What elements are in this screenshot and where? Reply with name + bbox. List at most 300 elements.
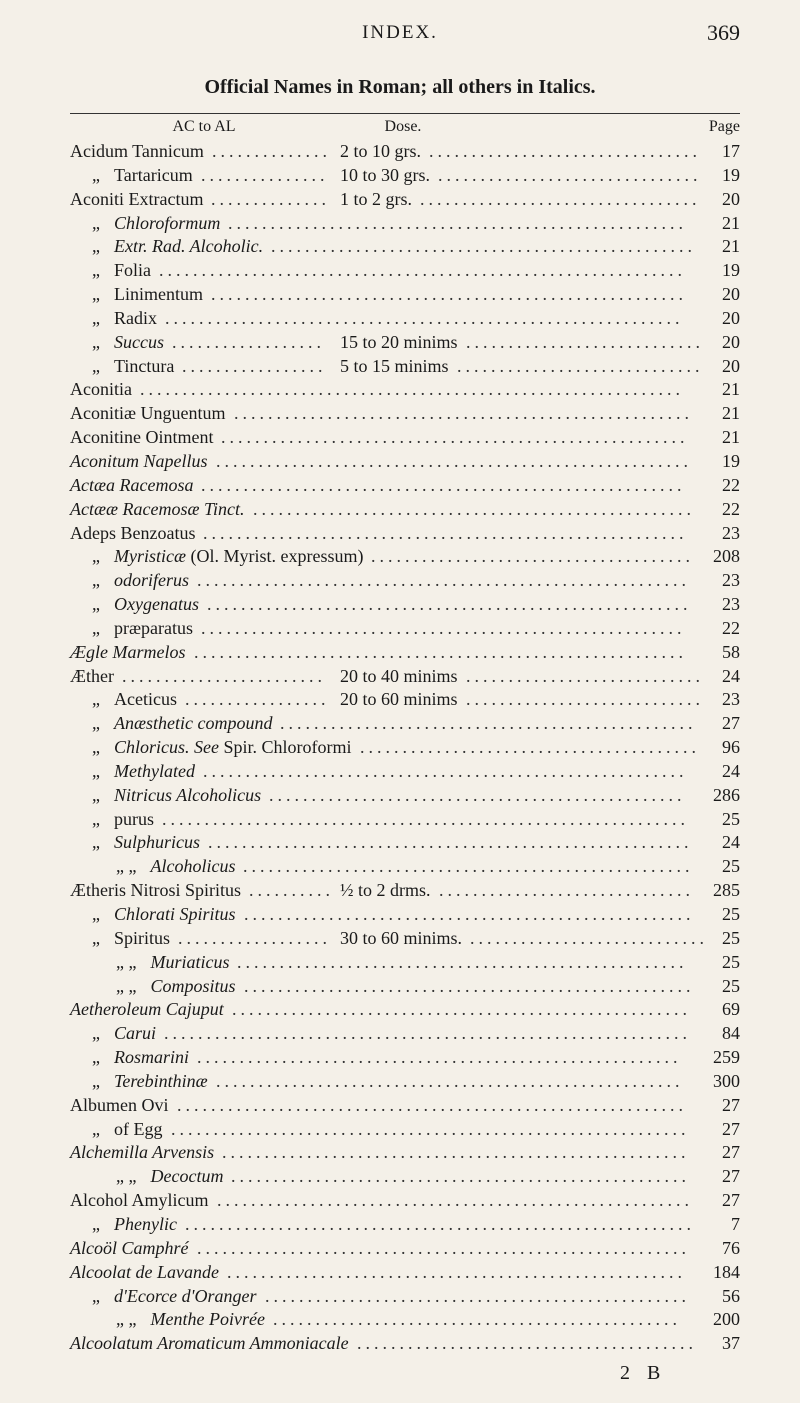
entry-label: Aconitia <box>70 379 132 400</box>
leader-dots: ...................................................... <box>227 1261 686 1282</box>
index-entry <box>70 879 740 903</box>
leader-dots: .......................................................... <box>197 570 690 591</box>
leader-dots: ...................................... <box>371 546 694 567</box>
entry-page: 69 <box>722 999 740 1020</box>
entry-page: 23 <box>722 594 740 615</box>
index-entry <box>70 402 740 426</box>
leader-dots: .......... <box>249 880 334 901</box>
index-entry <box>70 283 740 307</box>
entry-page: 76 <box>722 1237 740 1258</box>
leader-dots: ................................................ <box>273 1309 681 1330</box>
entry-name <box>92 927 170 951</box>
entry-page: 22 <box>722 498 740 519</box>
entry-name <box>92 1285 257 1309</box>
index-entry <box>70 1118 740 1142</box>
entry-name <box>70 402 226 426</box>
index-entry <box>70 712 740 736</box>
entry-page: 200 <box>713 1309 740 1330</box>
entry-page: 27 <box>722 1094 740 1115</box>
leader-dots: .................................................. <box>265 1285 690 1306</box>
entry-page: 24 <box>722 760 740 781</box>
leader-dots: .................................................. <box>271 236 696 257</box>
leader-dots: ......................................................... <box>201 474 686 495</box>
entry-label: præparatus <box>114 617 193 638</box>
leader-dots: .............. <box>211 188 330 209</box>
index-entry <box>70 831 740 855</box>
entry-page: 27 <box>722 1118 740 1139</box>
entry-page: 21 <box>722 212 740 233</box>
entry-page: 20 <box>722 188 740 209</box>
entry-name <box>92 903 236 927</box>
leader-dots: ........................................................ <box>217 1190 693 1211</box>
ditto-mark: „ <box>92 760 100 781</box>
entry-page: 84 <box>722 1023 740 1044</box>
leader-dots: ................................. <box>420 188 701 209</box>
typography-notice: Official Names in Roman; all others in Italics. <box>204 76 596 98</box>
range-heading: AC to AL <box>172 118 236 135</box>
entry-label: d'Ecorce d'Oranger <box>114 1285 257 1306</box>
entry-page: 23 <box>722 522 740 543</box>
ditto-mark: „ „ <box>116 951 137 972</box>
entry-page: 58 <box>722 641 740 662</box>
entry-dose: ½ to 2 drms. <box>340 880 431 901</box>
entry-label: Radix <box>114 307 157 328</box>
entry-page: 184 <box>713 1261 740 1282</box>
index-entry <box>70 641 740 665</box>
index-entry <box>70 593 740 617</box>
entry-name <box>70 879 241 903</box>
index-entry <box>70 426 740 450</box>
leader-dots: .......................................................... <box>194 641 687 662</box>
leader-dots: .............................................................. <box>164 1023 691 1044</box>
entry-page: 25 <box>722 951 740 972</box>
leader-dots: ......................................................... <box>197 1047 682 1068</box>
entry-label: Folia <box>114 260 152 281</box>
entry-page: 96 <box>722 737 740 758</box>
entry-see: See <box>194 737 219 758</box>
ditto-mark: „ <box>92 689 100 710</box>
index-entry <box>70 808 740 832</box>
entry-dose: 1 to 2 grs. <box>340 188 412 209</box>
entry-page: 17 <box>722 141 740 161</box>
entry-name <box>92 1213 177 1237</box>
entry-dose: 20 to 60 minims <box>340 689 458 710</box>
entry-page: 19 <box>722 260 740 281</box>
ditto-mark: „ <box>92 307 100 328</box>
entry-name <box>116 975 236 999</box>
leader-dots: .............................................................. <box>162 808 689 829</box>
index-entry <box>70 164 740 188</box>
leader-dots: ............................ <box>470 927 708 948</box>
entry-label: Chloroformum <box>114 212 221 233</box>
entry-note: (Ol. Myrist. expressum) <box>190 546 364 567</box>
ditto-mark: „ <box>92 355 100 376</box>
leader-dots: ....................................................... <box>216 1070 684 1091</box>
leader-dots: ....................................................... <box>222 1142 690 1163</box>
entry-label: Muriaticus <box>150 951 230 972</box>
entry-dose: 2 to 10 grs. <box>340 141 421 161</box>
entry-note: Spir. Chloroformi <box>223 737 352 758</box>
leader-dots: .................................................... <box>253 498 695 519</box>
entry-page: 21 <box>722 427 740 448</box>
index-entry <box>70 140 740 164</box>
entry-name <box>70 450 208 474</box>
ditto-mark: „ <box>92 1023 100 1044</box>
entry-label: Aetheroleum Cajuput <box>70 999 224 1020</box>
ditto-mark: „ <box>92 164 100 185</box>
entry-page: 19 <box>722 450 740 471</box>
ditto-mark: „ <box>92 1047 100 1068</box>
ditto-mark: „ <box>92 1070 100 1091</box>
entry-name <box>70 665 114 689</box>
index-entry <box>70 450 740 474</box>
entry-page: 19 <box>722 164 740 185</box>
entry-name <box>92 569 189 593</box>
entry-label: odoriferus <box>114 570 190 591</box>
entry-label: Oxygenatus <box>114 594 199 615</box>
header-rule <box>70 113 740 114</box>
entry-label: Adeps Benzoatus <box>70 522 196 543</box>
index-entry <box>70 355 740 379</box>
ditto-mark: „ „ <box>116 975 137 996</box>
page-heading: Page <box>708 118 740 135</box>
leader-dots: ...................................................... <box>234 403 693 424</box>
entry-label: Sulphuricus <box>114 832 201 853</box>
entry-name <box>92 688 177 712</box>
entry-name <box>92 808 154 832</box>
entry-page: 37 <box>722 1333 740 1354</box>
leader-dots: ................................................. <box>280 713 697 734</box>
entry-page: 22 <box>722 474 740 495</box>
leader-dots: ....................................................... <box>221 427 689 448</box>
entry-label: Acidum Tannicum <box>70 141 204 161</box>
entry-label: Terebinthinæ <box>114 1070 208 1091</box>
entry-label: Succus <box>114 331 164 352</box>
leader-dots: .......................................................... <box>197 1237 690 1258</box>
entry-page: 20 <box>722 307 740 328</box>
entry-label: Alcohol Amylicum <box>70 1190 209 1211</box>
entry-name <box>70 1141 214 1165</box>
entry-name <box>116 951 229 975</box>
entry-label: Aconitum Napellus <box>70 450 208 471</box>
entry-page: 20 <box>722 355 740 376</box>
entry-page: 285 <box>713 880 740 901</box>
ditto-mark: „ <box>92 1285 100 1306</box>
entry-page: 21 <box>722 379 740 400</box>
index-entry <box>70 617 740 641</box>
entry-dose: 15 to 20 minims <box>340 331 458 352</box>
ditto-mark: „ <box>92 1118 100 1139</box>
index-entry <box>70 665 740 689</box>
leader-dots: ......................................................... <box>208 832 693 853</box>
entry-name <box>92 1070 208 1094</box>
leader-dots: ........................................ <box>357 1333 697 1354</box>
index-entry <box>70 188 740 212</box>
entry-dose: 20 to 40 minims <box>340 665 458 686</box>
entry-label: Tartaricum <box>114 164 193 185</box>
index-entry <box>70 1213 740 1237</box>
ditto-mark: „ <box>92 832 100 853</box>
entry-name <box>70 641 186 665</box>
leader-dots: ............................................................. <box>171 1118 690 1139</box>
index-entry <box>70 1022 740 1046</box>
entry-page: 300 <box>713 1070 740 1091</box>
leader-dots: ......................................................... <box>203 760 688 781</box>
index-entry <box>70 951 740 975</box>
entry-label: Alchemilla Arvensis <box>70 1142 215 1163</box>
index-entry <box>70 1308 740 1332</box>
ditto-mark: „ <box>92 284 100 305</box>
entry-page: 25 <box>722 975 740 996</box>
running-head-title: INDEX. <box>362 22 438 43</box>
index-entry <box>70 1046 740 1070</box>
entry-name <box>92 1118 163 1142</box>
entry-page: 21 <box>722 403 740 424</box>
leader-dots: ............................................................ <box>177 1094 687 1115</box>
entry-label: Tinctura <box>114 355 175 376</box>
index-entry <box>70 855 740 879</box>
ditto-mark: „ <box>92 331 100 352</box>
entry-name <box>70 1237 189 1261</box>
entry-name <box>92 355 174 379</box>
leader-dots: ..................................................... <box>237 951 688 972</box>
index-entry <box>70 474 740 498</box>
ditto-mark: „ <box>92 1213 100 1234</box>
index-entry <box>70 307 740 331</box>
leader-dots: ............................... <box>438 164 702 185</box>
leader-dots: ........................................ <box>360 737 700 758</box>
entry-page: 56 <box>722 1285 740 1306</box>
index-entry <box>70 259 740 283</box>
entry-label: Alcoolat de Lavande <box>70 1261 219 1282</box>
entry-label: Anæsthetic compound <box>114 713 273 734</box>
entry-page: 23 <box>722 689 740 710</box>
index-entry <box>70 331 740 355</box>
index-entry <box>70 1332 740 1356</box>
entry-label: Ætheris Nitrosi Spiritus <box>70 880 242 901</box>
leader-dots: ......................................................... <box>203 522 688 543</box>
ditto-mark: „ <box>92 808 100 829</box>
ditto-mark: „ <box>92 236 100 257</box>
entry-page: 25 <box>722 927 740 948</box>
entry-label: Alcoöl Camphré <box>70 1237 189 1258</box>
entry-label: Chloricus. <box>114 737 190 758</box>
ditto-mark: „ <box>92 570 100 591</box>
entry-name <box>92 736 352 760</box>
entry-name <box>70 522 195 546</box>
index-entry <box>70 1285 740 1309</box>
leader-dots: ..................................................... <box>244 904 695 924</box>
leader-dots: ................................ <box>429 141 701 161</box>
entry-name <box>92 164 193 188</box>
entry-name <box>70 140 204 164</box>
index-entry <box>70 522 740 546</box>
entry-name <box>92 593 199 617</box>
index-entry <box>70 545 740 569</box>
entry-label: purus <box>114 808 154 829</box>
entry-name <box>92 784 261 808</box>
entry-label: Methylated <box>114 760 195 781</box>
entry-name <box>70 426 213 450</box>
leader-dots: ............................................................. <box>165 307 684 328</box>
leader-dots: ................. <box>185 689 330 710</box>
ditto-mark: „ <box>92 784 100 805</box>
leader-dots: ...................................................... <box>232 999 691 1020</box>
index-entry <box>70 378 740 402</box>
leader-dots: ............................ <box>466 665 704 686</box>
entry-label: Linimentum <box>114 284 203 305</box>
index-entry <box>70 688 740 712</box>
column-headings <box>70 118 740 138</box>
leader-dots: ...................................................... <box>228 212 687 233</box>
index-entry <box>70 569 740 593</box>
entry-page: 23 <box>722 570 740 591</box>
leader-dots: ............................. <box>457 355 704 376</box>
entry-page: 208 <box>713 546 740 567</box>
entry-page: 24 <box>722 832 740 853</box>
entry-name <box>70 188 203 212</box>
ditto-mark: „ „ <box>116 1309 137 1330</box>
entry-name <box>92 259 151 283</box>
index-entry <box>70 498 740 522</box>
entry-page: 24 <box>722 665 740 686</box>
entry-name <box>92 235 263 259</box>
leader-dots: ..................................................... <box>243 856 694 877</box>
entry-label: Phenylic <box>114 1213 177 1234</box>
leader-dots: ......................................................... <box>207 594 692 615</box>
index-entry <box>70 1261 740 1285</box>
index-entry <box>70 1070 740 1094</box>
leader-dots: ............................................................ <box>185 1213 695 1234</box>
entry-page: 286 <box>713 784 740 805</box>
leader-dots: .............. <box>212 141 331 161</box>
entry-name <box>92 283 203 307</box>
leader-dots: ........................ <box>122 665 326 686</box>
leader-dots: ..................................................... <box>244 975 695 996</box>
index-entry <box>70 1165 740 1189</box>
entry-label: Extr. Rad. Alcoholic. <box>114 236 264 257</box>
ditto-mark: „ <box>92 927 100 948</box>
index-entry <box>70 212 740 236</box>
entry-name <box>92 331 164 355</box>
ditto-mark: „ <box>92 617 100 638</box>
entry-name <box>70 474 193 498</box>
index-entry <box>70 235 740 259</box>
index-entries <box>70 140 740 1356</box>
entry-label: Ægle Marmelos <box>70 641 186 662</box>
entry-name <box>92 617 193 641</box>
index-entry <box>70 927 740 951</box>
ditto-mark: „ <box>92 546 100 567</box>
entry-name <box>116 1165 223 1189</box>
leader-dots: ...................................................... <box>231 1166 690 1187</box>
entry-name <box>92 307 157 331</box>
entry-name <box>92 212 220 236</box>
entry-name <box>70 1261 219 1285</box>
index-entry <box>70 784 740 808</box>
ditto-mark: „ <box>92 594 100 615</box>
entry-page: 27 <box>722 1142 740 1163</box>
ditto-mark: „ <box>92 260 100 281</box>
entry-page: 259 <box>713 1047 740 1068</box>
ditto-mark: „ <box>92 713 100 734</box>
leader-dots: .................. <box>178 927 331 948</box>
entry-dose: 10 to 30 grs. <box>340 164 430 185</box>
entry-page: 25 <box>722 856 740 877</box>
entry-page: 22 <box>722 617 740 638</box>
entry-label: Spiritus <box>114 927 171 948</box>
entry-name <box>70 378 132 402</box>
entry-name <box>70 1189 209 1213</box>
leader-dots: .................. <box>172 331 325 352</box>
leader-dots: .............................. <box>439 880 694 901</box>
entry-label: Myristicæ <box>114 546 186 567</box>
index-entry <box>70 903 740 927</box>
entry-label: Albumen Ovi <box>70 1094 169 1115</box>
index-entry <box>70 1237 740 1261</box>
entry-name <box>92 831 200 855</box>
entry-label: Aceticus <box>114 689 177 710</box>
entry-name <box>70 1332 349 1356</box>
index-entry <box>70 1141 740 1165</box>
leader-dots: ........................................................ <box>216 450 692 471</box>
index-entry <box>70 1189 740 1213</box>
entry-dose: 5 to 15 minims <box>340 355 449 376</box>
leader-dots: ........................................................ <box>211 284 687 305</box>
ditto-mark: „ „ <box>116 856 137 877</box>
ditto-mark: „ „ <box>116 1166 137 1187</box>
entry-label: Æther <box>70 665 114 686</box>
entry-name <box>70 998 224 1022</box>
ditto-mark: „ <box>92 904 100 924</box>
entry-label: Decoctum <box>150 1166 224 1187</box>
index-entry <box>70 1094 740 1118</box>
entry-label: Alcoholicus <box>150 856 236 877</box>
entry-page: 27 <box>722 713 740 734</box>
entry-page: 27 <box>722 1166 740 1187</box>
entry-name <box>70 1094 169 1118</box>
signature-mark: 2 B <box>620 1362 667 1384</box>
entry-page: 27 <box>722 1190 740 1211</box>
entry-label: Aconitiæ Unguentum <box>70 403 226 424</box>
page-number: 369 <box>707 20 740 45</box>
entry-label: Nitricus Alcoholicus <box>114 784 262 805</box>
leader-dots: ............... <box>201 164 329 185</box>
entry-name <box>92 1022 156 1046</box>
entry-label: Menthe Poivrée <box>150 1309 265 1330</box>
entry-label: Alcoolatum Aromaticum Ammoniacale <box>70 1333 349 1354</box>
entry-name <box>92 1046 189 1070</box>
entry-dose: 30 to 60 minims. <box>340 927 463 948</box>
ditto-mark: „ <box>92 737 100 758</box>
index-entry <box>70 760 740 784</box>
leader-dots: ................................................. <box>269 784 686 805</box>
entry-label: of Egg <box>114 1118 163 1139</box>
index-entry <box>70 736 740 760</box>
entry-page: 25 <box>722 904 740 924</box>
dose-heading: Dose. <box>384 118 422 135</box>
index-entry <box>70 975 740 999</box>
entry-page: 21 <box>722 236 740 257</box>
entry-name <box>92 545 363 569</box>
entry-name <box>116 1308 265 1332</box>
leader-dots: ................................................................ <box>140 379 684 400</box>
entry-label: Compositus <box>150 975 236 996</box>
entry-label: Actæa Racemosa <box>70 474 194 495</box>
leader-dots: ................. <box>182 355 327 376</box>
running-head <box>60 22 740 52</box>
entry-page: 20 <box>722 284 740 305</box>
